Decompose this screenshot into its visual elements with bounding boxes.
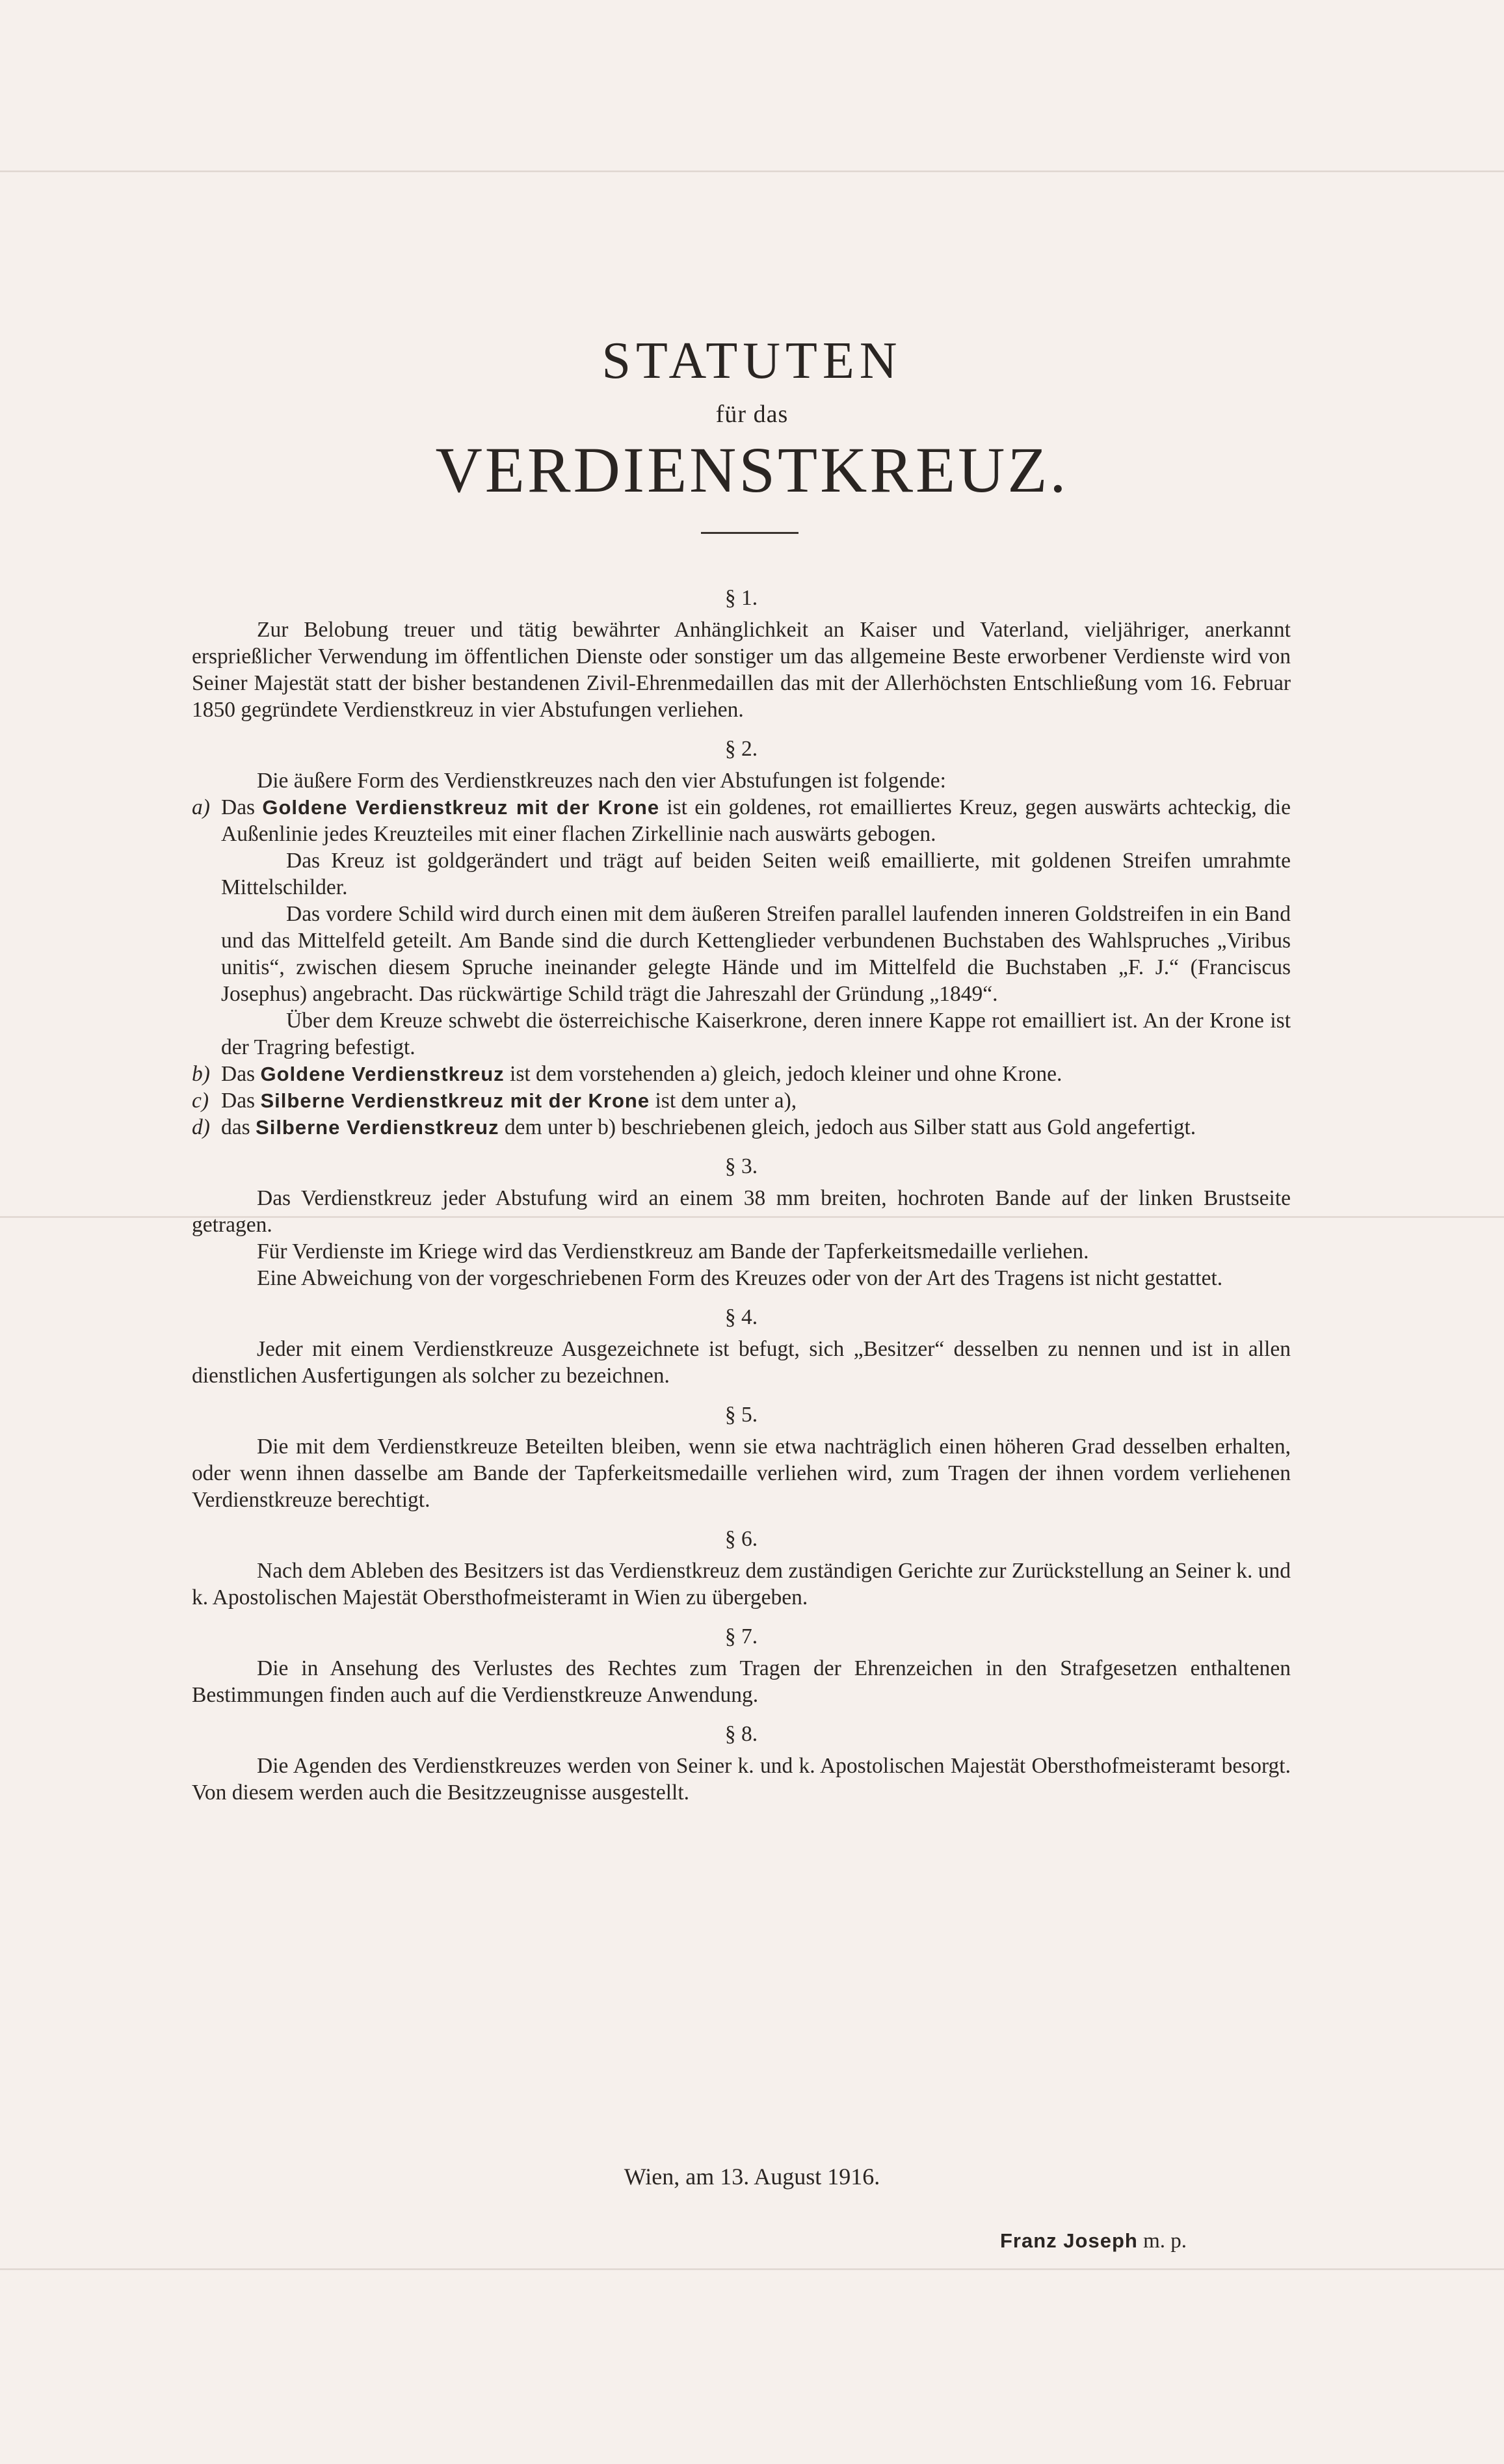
section-mark-2: § 2. [724,737,758,761]
section-2-intro: Die äußere Form des Verdienstkreuzes nach den vier Abstufungen ist folgende: [257,769,946,793]
item-label-c: c) [192,1089,209,1113]
section-7-text: Die in Ansehung des Verlustes des Rechtes zum Tragen der Ehrenzeichen in den Strafgesetzen enthaltenen Bestimmungen finden auch auf die Verdienstkreuze Anwendung. [192,1656,1291,1707]
section-mark-8: § 8. [724,1722,758,1746]
list-item-b [192,1061,1291,1087]
signature [1000,2229,1187,2253]
section-mark-1: § 1. [724,586,758,610]
item-a-text: Das Goldene Verdienstkreuz mit der Krone ist ein goldenes, rot emailliertes Kreuz, gegen auswärts achteckig, die Außenlinie jedes Kreuzteiles mit einer flachen Zirkellinie nach auswärts gebogen. [221,795,1291,846]
list-item-c [192,1087,1291,1114]
section-mark-3: § 3. [724,1154,758,1178]
item-a-paragraph-4: Über dem Kreuze schwebt die österreichische Kaiserkrone, deren innere Kappe rot emailliert ist. An der Krone ist der Tragring befestigt. [221,1009,1291,1059]
item-a-paragraph-2: Das Kreuz ist goldgerändert und trägt auf beiden Seiten weiß emaillierte, mit goldenen Streifen umrahmte Mittelschilder. [221,849,1291,899]
document-heading: VERDIENSTKREUZ. [435,434,1069,506]
section-5-text: Die mit dem Verdienstkreuze Beteilten bleiben, wenn sie etwa nachträglich einen höheren Grad desselben erhalten, oder wenn ihnen dasselbe am Bande der Tapferkeitsmedaille verliehen wird, zum Tragen der ihnen vordem verliehenen Verdienstkreuze berechtigt. [192,1435,1291,1512]
section-mark-6: § 6. [724,1527,758,1551]
item-d-text: das Silberne Verdienstkreuz dem unter b) beschriebenen gleich, jedoch aus Silber statt aus Gold angefertigt. [221,1115,1196,1139]
section-mark-7: § 7. [724,1624,758,1649]
section-8-text: Die Agenden des Verdienstkreuzes werden von Seiner k. und k. Apostolischen Majestät Obersthofmeisteramt besorgt. Von diesem werden auch die Besitzzeugnisse ausgestellt. [192,1754,1291,1805]
section-3-paragraph-2: Für Verdienste im Kriege wird das Verdienstkreuz am Bande der Tapferkeitsmedaille verliehen. [257,1239,1089,1264]
section-1-text: Zur Belobung treuer und tätig bewährter Anhänglichkeit an Kaiser und Vaterland, vieljähriger, anerkannt ersprießlicher Verwendung im öffentlichen Dienste oder sonstiger um das allgemeine Beste erworbener Verdienste wird von Seiner Majestät statt der bisher bestandenen Zivil-Ehrenmedaillen das mit der Allerhöchsten Entschließung vom 16. Februar 1850 gegründete Verdienstkreuz in vier Abstufungen verliehen. [192,618,1291,722]
section-mark-4: § 4. [724,1305,758,1329]
item-b-text: Das Goldene Verdienstkreuz ist dem vorstehenden a) gleich, jedoch kleiner und ohne Krone. [221,1062,1062,1086]
section-3-paragraph-3: Eine Abweichung von der vorgeschriebenen Form des Kreuzes oder von der Art des Tragens ist nicht gestattet. [257,1266,1223,1290]
document-date: Wien, am 13. August 1916. [624,2164,880,2190]
section-4-text: Jeder mit einem Verdienstkreuze Ausgezeichnete ist befugt, sich „Besitzer“ desselben zu nennen und ist in allen dienstlichen Ausfertigungen als solcher zu bezeichnen. [192,1337,1291,1388]
item-label-b: b) [192,1062,210,1086]
signature-name: Franz Joseph [1000,2229,1138,2252]
title-divider [701,532,798,534]
statute-body [192,572,1291,1806]
section-3-paragraph-1: Das Verdienstkreuz jeder Abstufung wird an einem 38 mm breiten, hochroten Bande auf der linken Brustseite getragen. [192,1186,1291,1237]
item-a-paragraph-3: Das vordere Schild wird durch einen mit dem äußeren Streifen parallel laufenden inneren Goldstreifen in ein Band und das Mittelfeld geteilt. Am Bande sind die durch Kettenglieder verbundenen Buchstaben des Wahlspruches „Viribus unitis“, zwischen diesem Spruche ineinander gelegte Hände und im Mittelfeld die Buchstaben „F. J.“ (Franciscus Josephus) angebracht. Das rückwärtige Schild trägt die Jahreszahl der Gründung „1849“. [221,902,1291,1006]
list-item-d [192,1114,1291,1141]
document-subtitle: für das [715,401,789,428]
item-c-text: Das Silberne Verdienstkreuz mit der Krone ist dem unter a), [221,1089,797,1113]
signature-suffix: m. p. [1137,2229,1187,2253]
section-6-text: Nach dem Ableben des Besitzers ist das Verdienstkreuz dem zuständigen Gerichte zur Zurückstellung an Seiner k. und k. Apostolischen Majestät Obersthofmeisteramt in Wien zu übergeben. [192,1559,1291,1610]
item-label-a: a) [192,795,210,819]
document-title: STATUTEN [601,332,903,390]
list-item-a [192,794,1291,1061]
item-label-d: d) [192,1115,210,1139]
section-mark-5: § 5. [724,1403,758,1427]
